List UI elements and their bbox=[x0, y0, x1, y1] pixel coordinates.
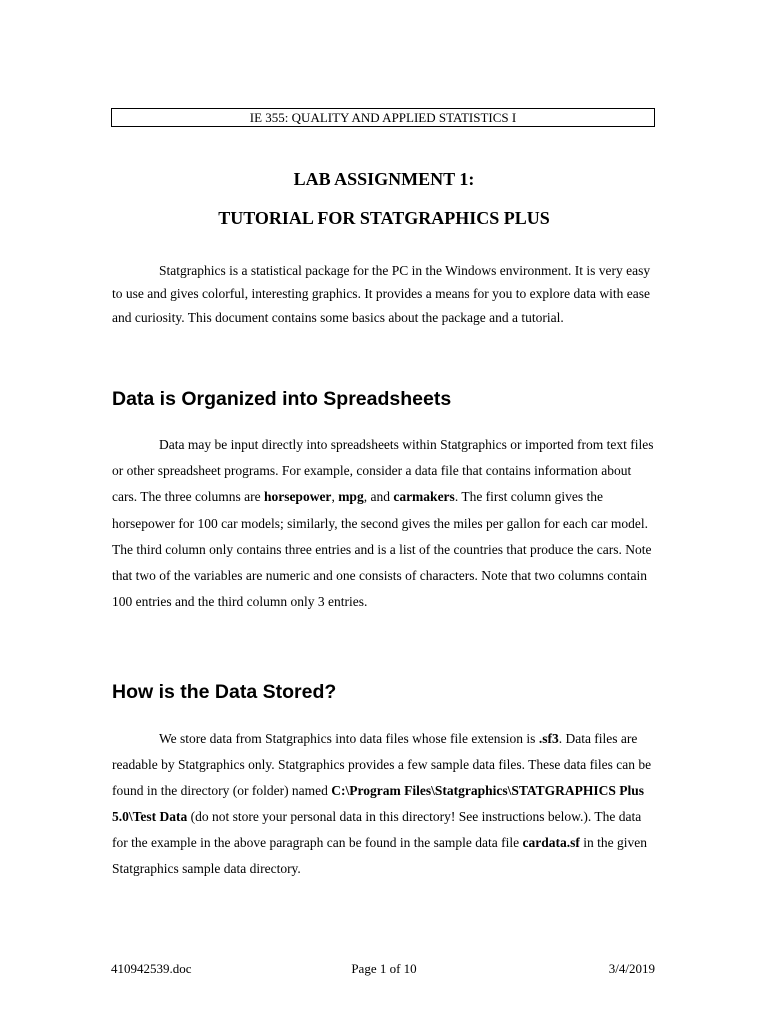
text-run: in the given Statgraphics sample data directory. bbox=[112, 835, 647, 877]
section-heading-spreadsheets: Data is Organized into Spreadsheets bbox=[112, 388, 452, 410]
text-run: (do not store your personal data in this directory! See instructions below.). The data for the example in the above paragraph can be found in the sample data file bbox=[112, 809, 642, 851]
text-run: . Data files are readable by Statgraphics only. Statgraphics provides a few sample data files. These data files can be found in the directory (or folder) named bbox=[112, 731, 652, 799]
bold-directory-path: C:\Program Files\Statgraphics\STATGRAPHICS Plus 5.0\Test Data bbox=[112, 783, 645, 825]
spreadsheets-paragraph bbox=[112, 432, 657, 615]
title-line-2: TUTORIAL FOR STATGRAPHICS PLUS bbox=[218, 208, 550, 228]
bold-sample-filename: cardata.sf bbox=[522, 835, 580, 851]
bold-file-extension: .sf3 bbox=[538, 731, 559, 746]
text-run: , bbox=[331, 489, 339, 505]
data-stored-paragraph bbox=[112, 726, 657, 883]
bold-term-horsepower: horsepower bbox=[263, 489, 332, 505]
text-run: . The first column gives the horsepower for 100 car models; similarly, the second gives the miles per gallon for each car model. The third column only contains three entries and is a list of the countries that produce the cars. Note that two of the variables are numeric and one consists of characters. Note that two columns contain 100 entries and the third column only 3 entries. bbox=[112, 489, 652, 610]
section-heading-data-stored: How is the Data Stored? bbox=[112, 681, 337, 703]
footer-page-number: Page 1 of 10 bbox=[351, 961, 417, 976]
text-run: , and bbox=[363, 489, 394, 505]
intro-paragraph: Statgraphics is a statistical package for the PC in the Windows environment. It is very easy to use and gives colorful, interesting graphics. It provides a means for you to explore data with ease and curiosity. This document contains some basics about the package and a tutorial. bbox=[112, 263, 651, 325]
bold-term-carmakers: carmakers bbox=[393, 489, 455, 505]
text-run: Data may be input directly into spreadsheets within Statgraphics or imported from text files or other spreadsheet programs. For example, consider a data file that contains information about cars. The three columns are bbox=[112, 437, 654, 505]
text-run: We store data from Statgraphics into data files whose file extension is bbox=[159, 731, 539, 746]
course-header-text: IE 355: QUALITY AND APPLIED STATISTICS I bbox=[249, 110, 517, 125]
course-header-box bbox=[111, 108, 655, 127]
title-line-1: LAB ASSIGNMENT 1: bbox=[293, 169, 475, 189]
footer-date: 3/4/2019 bbox=[608, 961, 655, 976]
bold-term-mpg: mpg bbox=[338, 489, 364, 505]
footer-filename: 410942539.doc bbox=[111, 961, 192, 976]
